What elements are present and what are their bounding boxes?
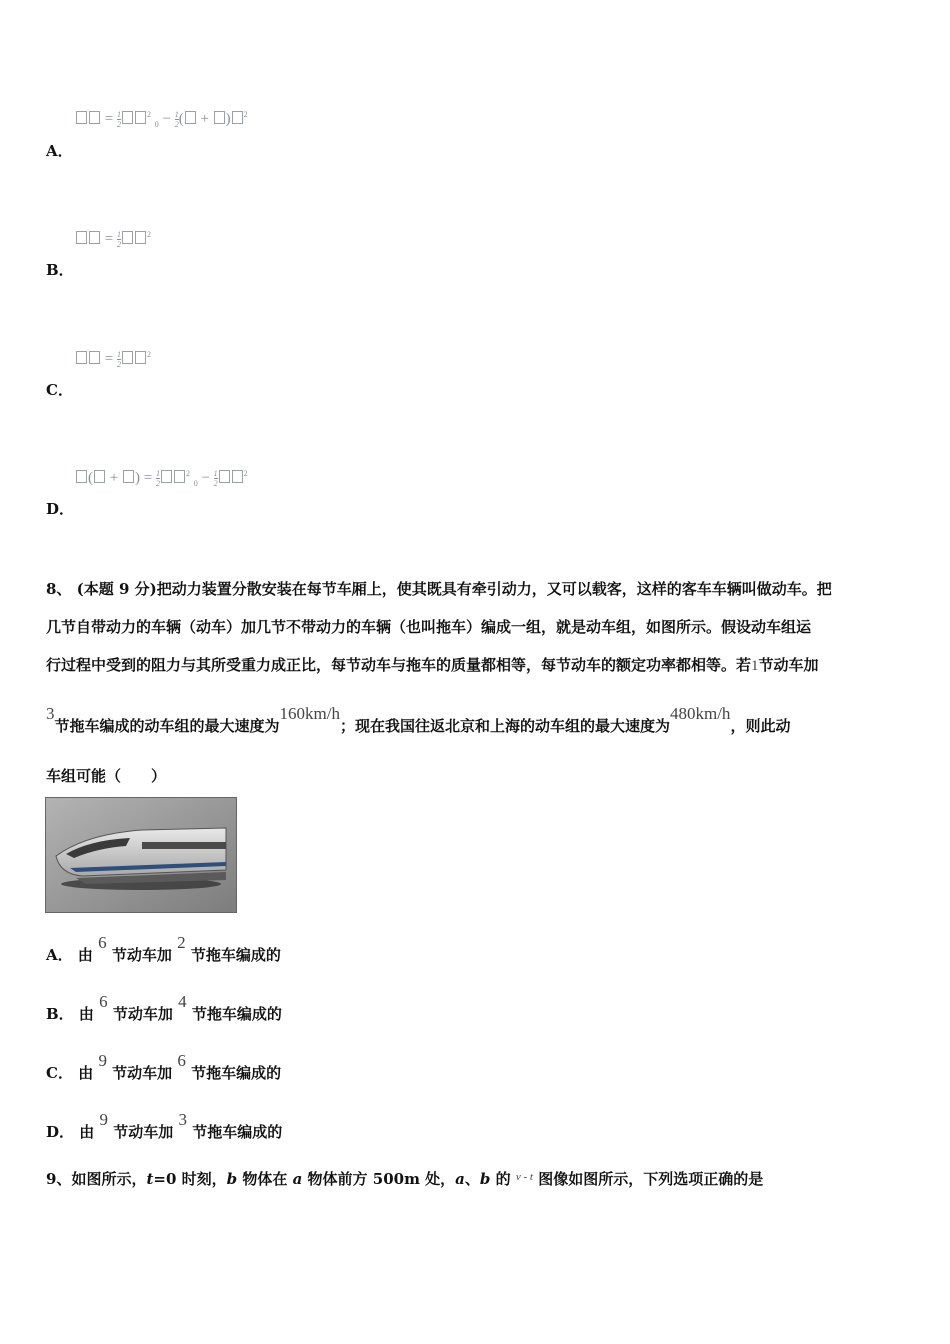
q8-option-d[interactable]: D． 由 9 节动车加 3 节拖车编成的: [46, 1110, 283, 1141]
train-illustration: [46, 798, 236, 912]
option-b-formula: = $\frac{1}{2}$ $^2$: [75, 230, 151, 249]
q8-line1: 8、 (本题 9 分)把动力装置分散安装在每节车厢上，使其既具有牵引动力，又可以载客，这样的客车车辆叫做动车。把: [46, 580, 832, 598]
option-d-formula: ( + ) = $\frac{1}{2}$ $^2$ $_0$ − $\frac{1}{2}$ $^2$: [75, 469, 248, 488]
q8-line5: 车组可能（ ）: [46, 767, 167, 785]
option-c-formula: = $\frac{1}{2}$ $^2$: [75, 350, 151, 369]
q9-line1: 9、如图所示，t=0 时刻，b 物体在 a 物体前方 500m 处，a、b 的 $^{v - t}$ 图像如图所示，下列选项正确的是: [46, 1170, 764, 1188]
train-image: [45, 797, 237, 913]
q8-option-b[interactable]: B． 由 6 节动车加 4 节拖车编成的: [46, 992, 282, 1023]
q8-line3: 行过程中受到的阻力与其所受重力成正比，每节动车与拖车的质量都相等，每节动车的额定功率都相等。若1节动车加: [46, 656, 819, 674]
q8-line2: 几节自带动力的车辆（动车）加几节不带动力的车辆（也叫拖车）编成一组，就是动车组，如图所示。假设动车组运: [46, 618, 812, 636]
q8-option-a[interactable]: A． 由 6 节动车加 2 节拖车编成的: [46, 933, 281, 964]
q8-line4: 3节拖车编成的动车组的最大速度为160km/h；现在我国往返北京和上海的动车组的最大速度为480km/h，则此动: [46, 704, 791, 735]
option-b-label: B．: [46, 261, 74, 279]
option-c-label: C．: [46, 381, 73, 399]
option-d-label: D．: [46, 500, 75, 518]
q8-option-c[interactable]: C． 由 9 节动车加 6 节拖车编成的: [46, 1051, 282, 1082]
option-a-label: A．: [46, 142, 73, 160]
option-a-formula: = $\frac{1}{2}$ $^2$ $_0$ − $\frac{1}{2}$ ( + ) $^2$: [75, 110, 248, 129]
